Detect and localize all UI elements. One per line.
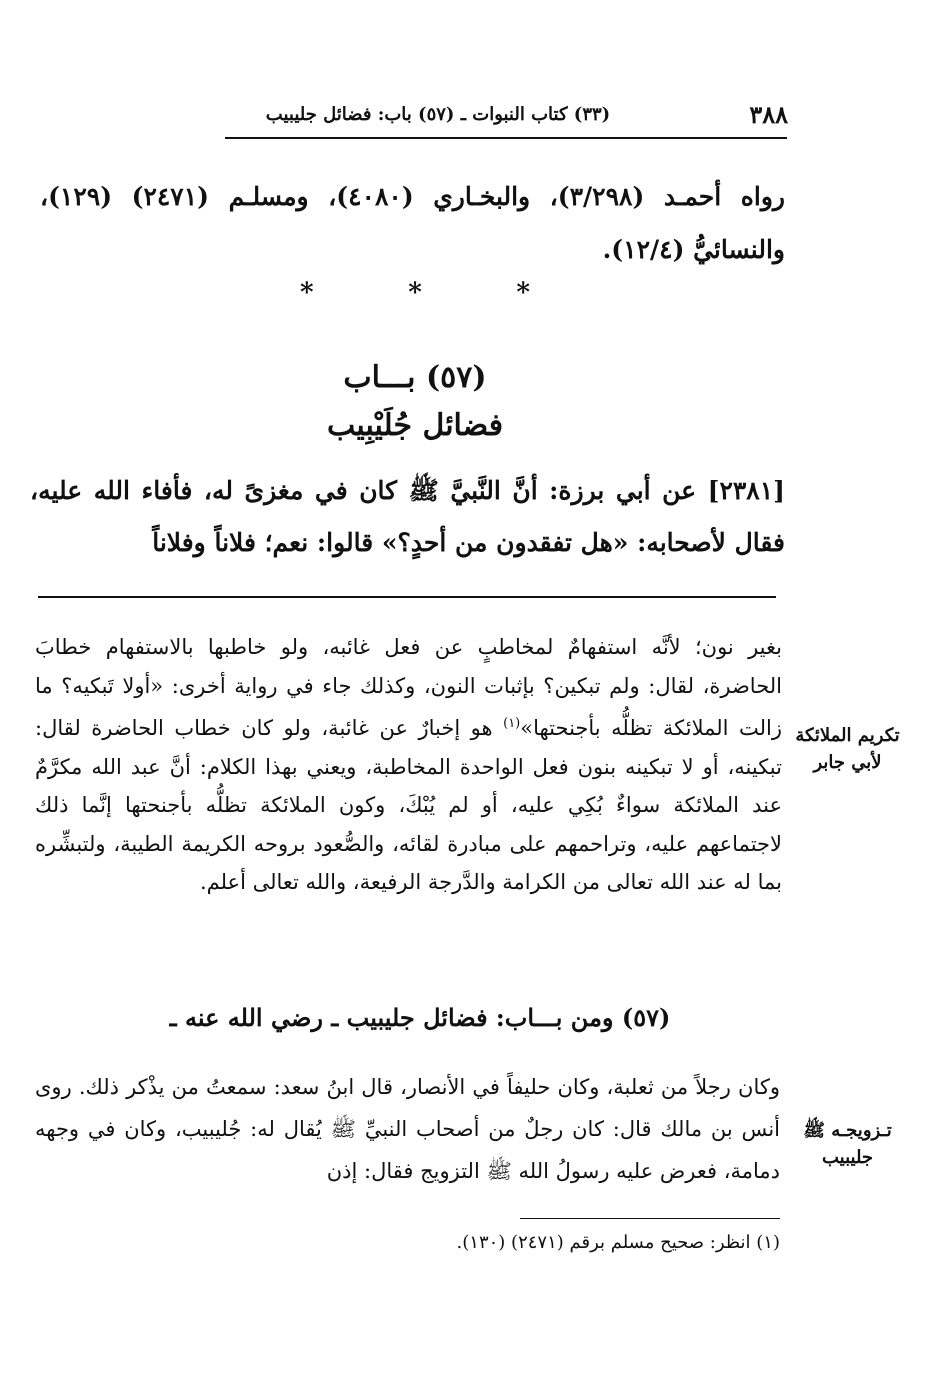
footnote-reference[interactable]: (١) [503, 716, 521, 731]
margin-note-marriage: تـزويجـه ﷺ جليبيب [803, 1120, 892, 1168]
commentary-text [35, 628, 782, 902]
section-separator [300, 278, 530, 308]
margin-note-angels: تكريم الملائكة لأبي جابر [795, 725, 900, 773]
separator-star: * [516, 278, 530, 308]
chapter-title: فضائل جُلَيْبِيب [326, 408, 504, 443]
source-citation: رواه أحمـد (٣/٢٩٨)، والبخـاري (٤٠٨٠)، ومسلـم (٢٤٧١) (١٢٩)، والنسائيُّ (١٢/٤). [40, 182, 785, 264]
page-header [228, 100, 788, 140]
commentary-part-1: بغير نون؛ لأنَّه استفهامٌ لمخاطبٍ عن فعل غائبه، ولو خاطبها بالاستفهام خطابَ الحاضرة، لقال: ولم تبكين؟ بإثبات النون، وكذلك جاء في رواية أخرى: «أولا تَبكيه؟ ما زالت الملائكة تظلُّه بأجنحتها» [35, 635, 782, 740]
footnote: (١) انظر: صحيح مسلم برقم (٢٤٧١) (١٣٠). [456, 1232, 780, 1253]
biography-text: وكان رجلاً من ثعلبة، وكان حليفاً في الأنصار، قال ابنُ سعد: سمعتُ من يذْكر ذلك. روى أنس بن مالك قال: كان رجلٌ من أصحاب النبيِّ ﷺ يُقال له: جُليبيب، وكان في وجهه دمامة، فعرض عليه رسولُ الله ﷺ التزويج فقال: إذن [35, 1075, 780, 1183]
separator-star: * [300, 278, 314, 308]
hadith-text: [٢٣٨١] عن أبي برزة: أنَّ النَّبيَّ ﷺ كان في مغزىً له، فأفاء الله عليه، فقال لأصحابه: «هل تفقدون من أحدٍ؟» قالوا: نعم؛ فلاناً وفلاناً [30, 476, 785, 557]
footnote-divider [520, 1218, 780, 1219]
commentary-subheading: (٥٧) ومن بـــاب: فضائل جليبيب ـ رضي الله عنه ـ [169, 1003, 671, 1032]
commentary-part-2: هو إخبارٌ عن غائبة، ولو كان خطاب الحاضرة لقال: تبكينه، أو لا تبكينه بنون فعل الواحدة المخاطبة، ويعني بهذا الكلام: أنَّ عبد الله مكرَّمٌ عند الملائكة سواءٌ بُكِي عليه، أو لم يُبْكَ، وكون الملائكة تظلُّه بأجنحتها إنَّما ذلك لاجتماعهم عليه، وتراحمهم على مبادرة لقائه، والصُّعود بروحه الكريمة الطيبة، ولتبشِّره بما له عند الله تعالى من الكرامة والدَّرجة الرفيعة، والله تعالى أعلم. [35, 716, 782, 894]
running-title: (٣٣) كتاب النبوات ـ (٥٧) باب: فضائل جليبيب [265, 104, 611, 125]
header-divider [225, 137, 787, 139]
commentary-divider [38, 596, 776, 598]
chapter-number: (٥٧) بـــاب [343, 360, 487, 395]
separator-star: * [408, 278, 422, 308]
page-number: ٣٨٨ [749, 100, 788, 129]
